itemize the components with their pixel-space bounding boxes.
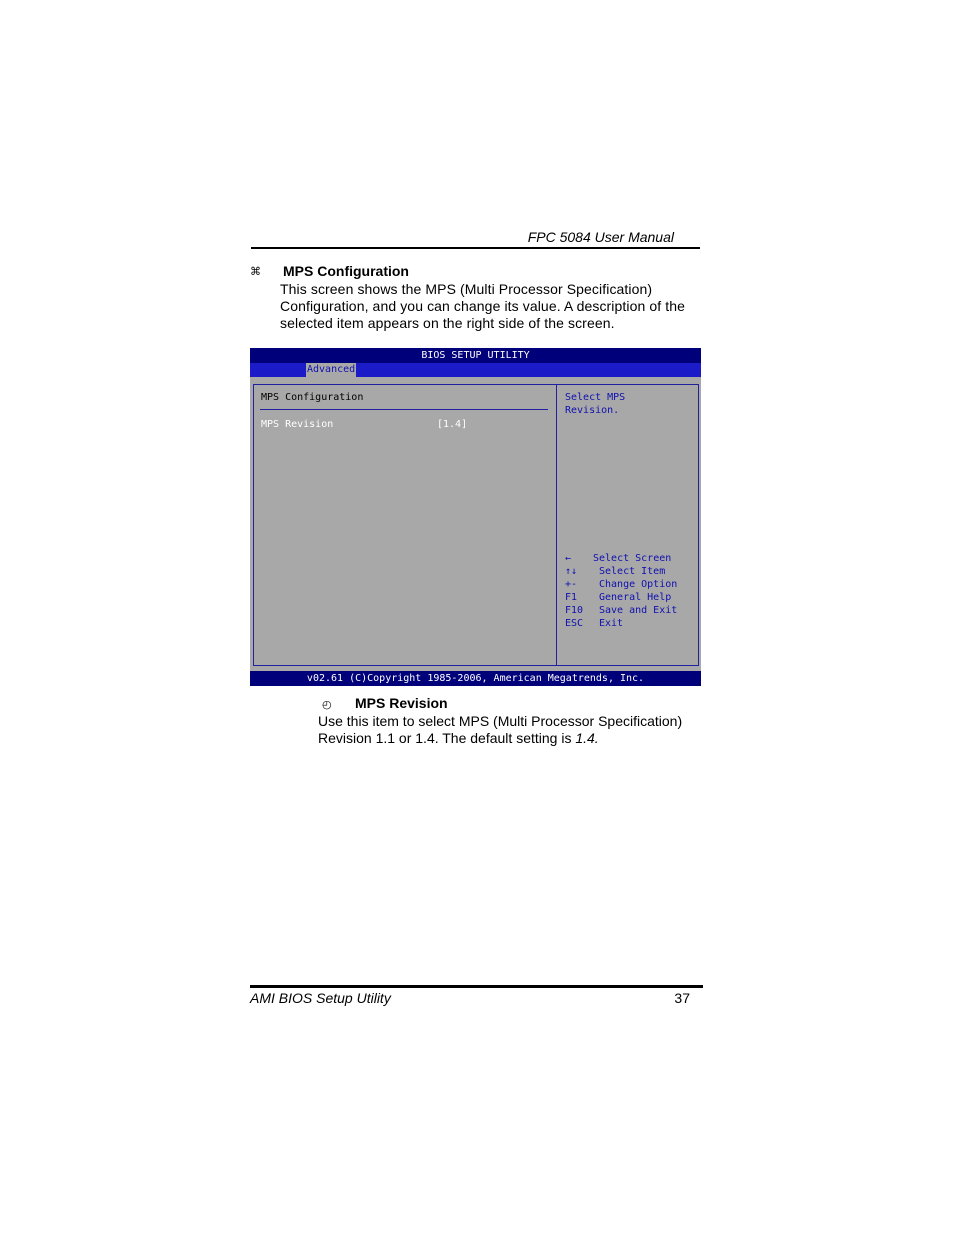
bios-title-bar: BIOS SETUP UTILITY [250,348,701,363]
mps-revision-value[interactable]: [1.4] [437,419,468,430]
mps-revision-label[interactable]: MPS Revision [261,419,334,430]
section-body-line-2: Configuration, and you can change its value. A description of the [280,298,685,314]
key-exit-desc: Exit [599,618,624,629]
subsection-body-line-2 [318,730,708,747]
bios-tab-bar [250,363,701,377]
help-line-1: Select MPS [565,392,626,403]
key-save-exit: F10 [565,605,584,616]
bios-screenshot [250,348,701,686]
key-change-option-desc: Change Option [599,579,678,590]
bios-panel-title: MPS Configuration [261,392,364,403]
default-value: 1.4. [575,730,599,746]
section-body-line-3: selected item appears on the right side of the screen. [280,315,615,331]
key-general-help-desc: General Help [599,592,672,603]
manual-title: FPC 5084 User Manual [527,229,674,245]
bios-copyright-bar: v02.61 (C)Copyright 1985-2006, American Megatrends, Inc. [250,671,701,686]
footer-rule [250,985,703,988]
key-select-screen-desc: Select Screen [593,553,672,564]
key-save-exit-desc: Save and Exit [599,605,678,616]
bios-divider [556,384,557,666]
key-select-screen: ← [565,553,572,564]
section-body-line-1: This screen shows the MPS (Multi Processor Specification) [280,281,653,297]
key-general-help: F1 [565,592,578,603]
subsection-body-prefix: Revision 1.1 or 1.4. The default setting is [318,730,576,746]
bios-panel-rule [260,409,548,410]
section-title: MPS Configuration [283,263,409,279]
subsection-title: MPS Revision [355,695,448,711]
help-line-2: Revision. [565,405,620,416]
footer-chapter-title: AMI BIOS Setup Utility [250,990,391,1006]
key-exit: ESC [565,618,584,629]
subsection-bullet-icon: ◴ [322,699,332,711]
subsection-body-line-1: Use this item to select MPS (Multi Processor Specification) [318,713,683,729]
header-rule [251,247,700,249]
tab-advanced[interactable]: Advanced [307,364,356,375]
section-bullet-icon: ⌘ [250,266,261,278]
key-change-option: +- [565,579,578,590]
key-select-item: ↑↓ [565,566,578,577]
key-select-item-desc: Select Item [599,566,666,577]
page-number: 37 [674,990,690,1006]
